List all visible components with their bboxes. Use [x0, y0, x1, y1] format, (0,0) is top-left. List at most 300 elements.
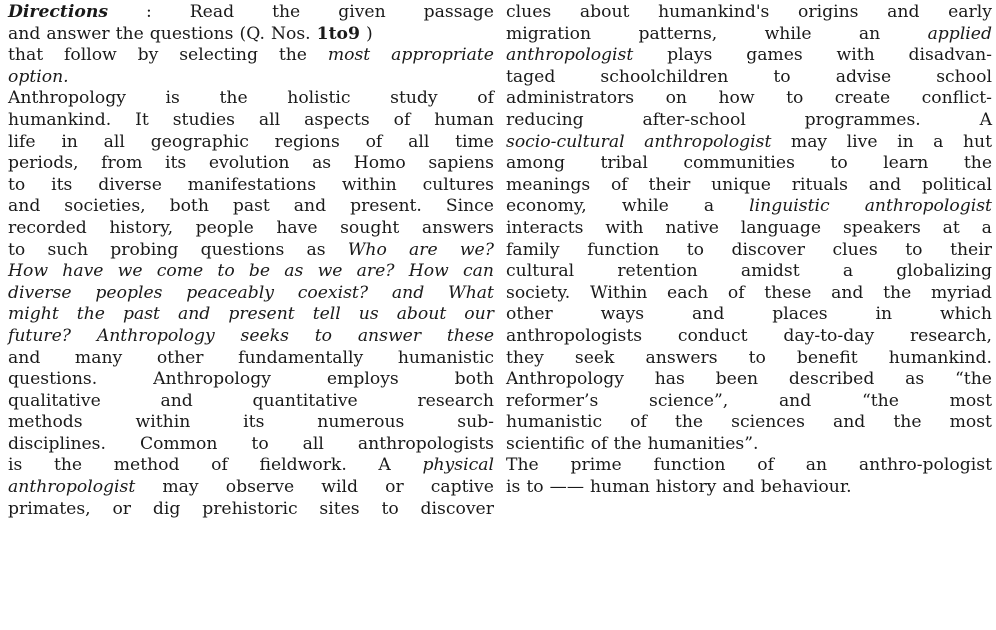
- passage-word: our: [464, 304, 494, 325]
- passage-word: family: [506, 239, 560, 260]
- passage-word: sought: [340, 217, 400, 238]
- passage-word: option.: [8, 66, 69, 87]
- passage-word: research,: [909, 325, 992, 346]
- passage-word: peaceably: [186, 282, 274, 303]
- passage-word: that: [8, 45, 44, 66]
- passage-word: while: [764, 23, 812, 44]
- passage-word: conduct: [677, 325, 748, 346]
- passage-word: political: [921, 174, 992, 195]
- passage-word: The: [506, 455, 539, 476]
- passage-word: might: [8, 304, 59, 325]
- passage-word: interacts: [506, 217, 584, 238]
- passage-line: [8, 132, 494, 154]
- passage-word: the: [76, 304, 105, 325]
- passage-line: [506, 67, 992, 89]
- passage-line: [506, 304, 992, 326]
- passage-word: as: [284, 261, 304, 282]
- passage-word: periods,: [8, 153, 79, 174]
- passage-word: (Q.: [239, 23, 265, 44]
- passage-line: [8, 304, 494, 326]
- passage-line: [506, 240, 992, 262]
- passage-word: science”,: [649, 390, 729, 411]
- passage-word: future?: [8, 325, 72, 346]
- passage-line: [506, 110, 992, 132]
- passage-word: school: [936, 66, 992, 87]
- passage-word: seek: [574, 347, 615, 368]
- passage-word: past: [232, 196, 270, 217]
- passage-word: selecting: [179, 45, 258, 66]
- passage-word: with: [836, 45, 875, 66]
- passage-word: administrators: [506, 88, 635, 109]
- passage-word: has: [654, 369, 685, 390]
- passage-word: sciences: [731, 412, 805, 433]
- passage-word: such: [47, 239, 89, 260]
- passage-word: and: [868, 174, 902, 195]
- directions-line: [8, 67, 494, 89]
- passage-line: [8, 88, 494, 110]
- passage-word: in: [875, 304, 893, 325]
- passage-word: clues: [506, 2, 552, 22]
- passage-word: many: [74, 347, 123, 368]
- passage-word: prime: [570, 455, 622, 476]
- passage-word: we: [317, 261, 343, 282]
- passage-line: [8, 455, 494, 477]
- passage-word: is: [165, 88, 180, 109]
- left-column: [8, 2, 494, 520]
- passage-word: each: [667, 282, 709, 303]
- passage-word: an: [858, 23, 881, 44]
- passage-word: present: [228, 304, 295, 325]
- passage-word: in: [61, 131, 78, 152]
- passage-word: the: [893, 412, 922, 433]
- passage-word: early: [948, 2, 992, 22]
- passage-word: its: [243, 412, 265, 433]
- passage-word: questions: [149, 23, 234, 44]
- passage-word: holistic: [287, 88, 351, 109]
- passage-word: the: [883, 282, 912, 303]
- passage-line: [506, 434, 992, 456]
- passage-word: Nos.: [270, 23, 311, 44]
- passage-word: with: [605, 217, 644, 238]
- passage-word: within: [135, 412, 191, 433]
- passage-word: Anthropology: [506, 369, 624, 390]
- passage-word: function: [587, 239, 660, 260]
- passage-word: fundamentally: [238, 347, 364, 368]
- passage-word: to: [526, 477, 544, 498]
- passage-word: life: [8, 131, 36, 152]
- passage-word: study: [390, 88, 438, 109]
- passage-word: and: [8, 347, 41, 368]
- passage-word: ——: [549, 477, 584, 498]
- passage-word: have: [62, 261, 104, 282]
- passage-word: anthropologist: [644, 131, 772, 152]
- passage-word: studies: [172, 109, 236, 130]
- passage-word: qualitative: [8, 390, 101, 411]
- passage-word: and: [8, 23, 41, 44]
- passage-word: ways: [600, 304, 645, 325]
- passage-line: [506, 218, 992, 240]
- passage-word: the: [963, 153, 992, 174]
- passage-word: these: [764, 282, 812, 303]
- passage-word: create: [834, 88, 891, 109]
- passage-word: the: [272, 2, 301, 22]
- passage-word: to: [773, 66, 791, 87]
- passage-word: answer: [46, 23, 110, 44]
- passage-word: physical: [422, 455, 494, 476]
- passage-word: society.: [506, 282, 571, 303]
- passage-word: anthropologist: [8, 477, 136, 498]
- passage-word: discover: [420, 498, 494, 519]
- passage-word: A: [979, 109, 992, 130]
- passage-word: at: [942, 217, 960, 238]
- passage-word: answer: [357, 325, 422, 346]
- passage-word: behaviour.: [760, 477, 852, 498]
- passage-word: programmes.: [804, 109, 921, 130]
- passage-word: follow: [64, 45, 117, 66]
- passage-word: and: [778, 390, 812, 411]
- passage-word: discover: [731, 239, 805, 260]
- passage-line: [506, 348, 992, 370]
- passage-word: diverse: [8, 282, 72, 303]
- passage-word: Anthropology: [96, 325, 215, 346]
- passage-word: most: [949, 412, 992, 433]
- passage-line: [506, 175, 992, 197]
- passage-word: geographic: [150, 131, 249, 152]
- passage-word: other: [156, 347, 204, 368]
- passage-word: given: [338, 2, 386, 22]
- passage-word: and: [8, 196, 41, 217]
- passage-word: all: [302, 433, 324, 454]
- passage-word: Anthropology: [8, 88, 126, 109]
- passage-word: probing: [110, 239, 179, 260]
- passage-word: the: [674, 412, 704, 433]
- passage-word: the: [115, 23, 144, 44]
- passage-word: socio-cultural: [506, 131, 625, 152]
- passage-word: Read: [189, 2, 235, 22]
- passage-word: recorded: [8, 217, 87, 238]
- passage-word: day-to-day: [783, 325, 875, 346]
- passage-word: and: [692, 304, 725, 325]
- passage-word: live: [846, 131, 878, 152]
- passage-word: human: [590, 477, 650, 498]
- passage-word: while: [621, 196, 669, 217]
- passage-word: on: [665, 88, 687, 109]
- passage-word: we?: [459, 239, 494, 260]
- passage-word: questions.: [8, 369, 98, 390]
- passage-word: research: [417, 390, 494, 411]
- passage-word: are: [409, 239, 438, 260]
- passage-word: numerous: [317, 412, 405, 433]
- passage-line: [8, 434, 494, 456]
- passage-line: [506, 24, 992, 46]
- passage-word: Who: [347, 239, 387, 260]
- passage-word: to: [251, 433, 269, 454]
- passage-word: all: [103, 131, 125, 152]
- passage-word: the: [613, 433, 642, 454]
- passage-word: methods: [8, 412, 83, 433]
- passage-word: scientific: [506, 433, 585, 454]
- passage-word: Within: [589, 282, 648, 303]
- passage-word: all: [408, 131, 430, 152]
- passage-word: been: [715, 369, 759, 390]
- passage-word: “the: [955, 369, 992, 390]
- passage-word: a: [933, 131, 944, 152]
- passage-line: [8, 369, 494, 391]
- passage-word: fieldwork.: [259, 455, 347, 476]
- passage-word: Homo: [353, 153, 406, 174]
- passage-word: is: [8, 455, 23, 476]
- passage-word: from: [101, 153, 143, 174]
- passage-word: manifestations: [187, 174, 317, 195]
- passage-word: appropriate: [391, 45, 494, 66]
- directions-label: Directions: [8, 2, 108, 22]
- passage-word: tell: [312, 304, 341, 325]
- passage-word: about: [396, 304, 447, 325]
- passage-word: by: [137, 45, 159, 66]
- passage-word: peoples: [95, 282, 163, 303]
- passage-word: wild: [321, 477, 358, 498]
- passage-word: passage: [423, 2, 494, 22]
- passage-word: migration: [506, 23, 592, 44]
- passage-word: taged: [506, 66, 556, 87]
- passage-word: meanings: [506, 174, 591, 195]
- passage-word: time: [455, 131, 494, 152]
- passage-word: have: [276, 217, 318, 238]
- right-column: [506, 2, 992, 499]
- passage-word: Common: [139, 433, 218, 454]
- passage-word: diverse: [98, 174, 162, 195]
- passage-word: and: [391, 282, 425, 303]
- passage-word: evolution: [208, 153, 290, 174]
- passage-word: linguistic: [749, 196, 830, 217]
- passage-word: of: [477, 88, 494, 109]
- passage-word: :: [145, 2, 152, 22]
- passage-word: sapiens: [428, 153, 494, 174]
- passage-line: [506, 45, 992, 67]
- passage-word: communities: [683, 153, 795, 174]
- passage-line: [8, 477, 494, 499]
- passage-word: history: [655, 477, 717, 498]
- passage-line: [506, 88, 992, 110]
- passage-word: unique: [711, 174, 771, 195]
- question-range: 1to9: [316, 23, 360, 44]
- passage-word: applied: [927, 23, 992, 44]
- passage-word: its: [164, 153, 187, 174]
- passage-word: their: [950, 239, 992, 260]
- passage-word: the: [219, 88, 248, 109]
- passage-word: games: [746, 45, 803, 66]
- passage-word: prehistoric: [202, 498, 298, 519]
- passage-word: regions: [274, 131, 340, 152]
- passage-word: plays: [667, 45, 713, 66]
- passage-word: seeks: [240, 325, 289, 346]
- passage-word: of: [610, 174, 628, 195]
- passage-word: an: [805, 455, 828, 476]
- passage-word: past: [122, 304, 160, 325]
- passage-line: [506, 132, 992, 154]
- passage-word: most: [949, 390, 992, 411]
- passage-word: language: [740, 217, 822, 238]
- passage-word: they: [506, 347, 544, 368]
- passage-word: quantitative: [252, 390, 358, 411]
- passage-word: primates,: [8, 498, 91, 519]
- passage-word: societies,: [64, 196, 146, 217]
- passage-word: captive: [430, 477, 494, 498]
- passage-word: Since: [445, 196, 494, 217]
- passage-word: to: [786, 88, 804, 109]
- passage-line: [8, 412, 494, 434]
- passage-word: most: [327, 45, 371, 66]
- passage-word: to: [905, 239, 923, 260]
- passage-line: [506, 2, 992, 24]
- passage-word: may: [162, 477, 199, 498]
- passage-word: advise: [835, 66, 892, 87]
- passage-word: these: [446, 325, 494, 346]
- passage-word: to: [748, 347, 766, 368]
- passage-word: and: [177, 304, 211, 325]
- passage-word: speakers: [842, 217, 921, 238]
- passage-word: schoolchildren: [600, 66, 729, 87]
- passage-line: [8, 391, 494, 413]
- passage-word: humanistic: [506, 412, 603, 433]
- passage-word: and: [832, 412, 866, 433]
- passage-word: “the: [861, 390, 899, 411]
- passage-word: among: [506, 153, 565, 174]
- passage-word: history,: [109, 217, 174, 238]
- passage-word: answers: [421, 217, 494, 238]
- passage-word: are?: [356, 261, 395, 282]
- passage-word: of: [757, 455, 774, 476]
- passage-word: and: [293, 196, 327, 217]
- passage-word: sub-: [457, 412, 494, 433]
- passage-word: described: [788, 369, 875, 390]
- passage-line: [506, 477, 992, 499]
- passage-word: sites: [319, 498, 360, 519]
- passage-word: to: [8, 239, 26, 260]
- passage-word: and: [722, 477, 755, 498]
- passage-line: [8, 240, 494, 262]
- passage-word: disciplines.: [8, 433, 106, 454]
- passage-word: is: [506, 477, 521, 498]
- passage-word: which: [939, 304, 992, 325]
- passage-word: A: [378, 455, 391, 476]
- passage-word: to: [314, 325, 333, 346]
- passage-word: as: [905, 369, 925, 390]
- passage-word: both: [454, 369, 494, 390]
- passage-word: us: [358, 304, 379, 325]
- passage-word: to: [217, 261, 235, 282]
- passage-word: anthropologist: [864, 196, 992, 217]
- passage-word: globalizing: [896, 261, 992, 282]
- passage-word: present.: [350, 196, 422, 217]
- passage-word: dig: [152, 498, 181, 519]
- passage-line: [506, 153, 992, 175]
- passage-word: both: [169, 196, 209, 217]
- passage-line: [8, 153, 494, 175]
- passage-word: coexist?: [297, 282, 369, 303]
- passage-word: humanistic: [397, 347, 494, 368]
- passage-word: employs: [326, 369, 399, 390]
- passage-word: or: [112, 498, 132, 519]
- passage-word: benefit: [796, 347, 858, 368]
- passage-line: [8, 196, 494, 218]
- directions-line: [8, 24, 494, 46]
- passage-word: the: [53, 455, 83, 476]
- directions-line: [8, 45, 494, 67]
- passage-word: humankind.: [8, 109, 112, 130]
- passage-word: aspects: [304, 109, 370, 130]
- passage-word: to: [830, 153, 848, 174]
- passage-word: and: [831, 282, 864, 303]
- passage-line: [8, 348, 494, 370]
- passage-word: economy,: [506, 196, 587, 217]
- passage-word: answers: [645, 347, 718, 368]
- passage-word: of: [590, 433, 608, 454]
- passage-line: [8, 261, 494, 283]
- passage-word: anthropologist: [506, 45, 634, 66]
- passage-line: [506, 412, 992, 434]
- passage-word: humanities”.: [647, 433, 759, 454]
- passage-word: conflict-: [921, 88, 992, 109]
- passage-word: people: [195, 217, 254, 238]
- passage-word: of: [365, 131, 383, 152]
- passage-word: the: [278, 45, 307, 66]
- passage-word: its: [51, 174, 73, 195]
- passage-line: [506, 391, 992, 413]
- passage-word: cultural: [506, 261, 575, 282]
- passage-word: come: [156, 261, 204, 282]
- passage-word: all: [258, 109, 281, 130]
- passage-word: hut: [962, 131, 992, 152]
- passage-line: [506, 196, 992, 218]
- passage-word: as: [306, 239, 326, 260]
- passage-word: patterns,: [638, 23, 718, 44]
- passage-word: to: [686, 239, 704, 260]
- passage-word: after-school: [642, 109, 746, 130]
- passage-word: be: [248, 261, 271, 282]
- passage-word: a: [842, 261, 854, 282]
- directions-line: [8, 2, 494, 24]
- passage-word: anthropologists: [357, 433, 494, 454]
- passage-word: origins: [798, 2, 859, 22]
- passage-word: learn: [883, 153, 929, 174]
- passage-word: retention: [617, 261, 698, 282]
- passage-word: myriad: [930, 282, 992, 303]
- passage-word: their: [648, 174, 691, 195]
- passage-word: humankind.: [888, 347, 992, 368]
- passage-word: It: [135, 109, 149, 130]
- passage-word: and: [887, 2, 920, 22]
- passage-line: [506, 326, 992, 348]
- passage-word: What: [448, 282, 494, 303]
- passage-word: may: [790, 131, 828, 152]
- passage-word: function: [653, 455, 726, 476]
- passage-word: and: [160, 390, 193, 411]
- passage-line: [8, 175, 494, 197]
- passage-word: of: [393, 109, 411, 130]
- passage-word: we: [117, 261, 143, 282]
- passage-word: about: [579, 2, 630, 22]
- passage-word: disadvan-: [908, 45, 992, 66]
- passage-word: as: [312, 153, 332, 174]
- passage-word: to: [8, 174, 26, 195]
- passage-line: [506, 283, 992, 305]
- passage-word: reformer’s: [506, 390, 599, 411]
- passage-word: anthro-pologist: [858, 455, 992, 476]
- passage-word: cultures: [422, 174, 494, 195]
- passage-word: human: [434, 109, 494, 130]
- passage-line: [8, 499, 494, 521]
